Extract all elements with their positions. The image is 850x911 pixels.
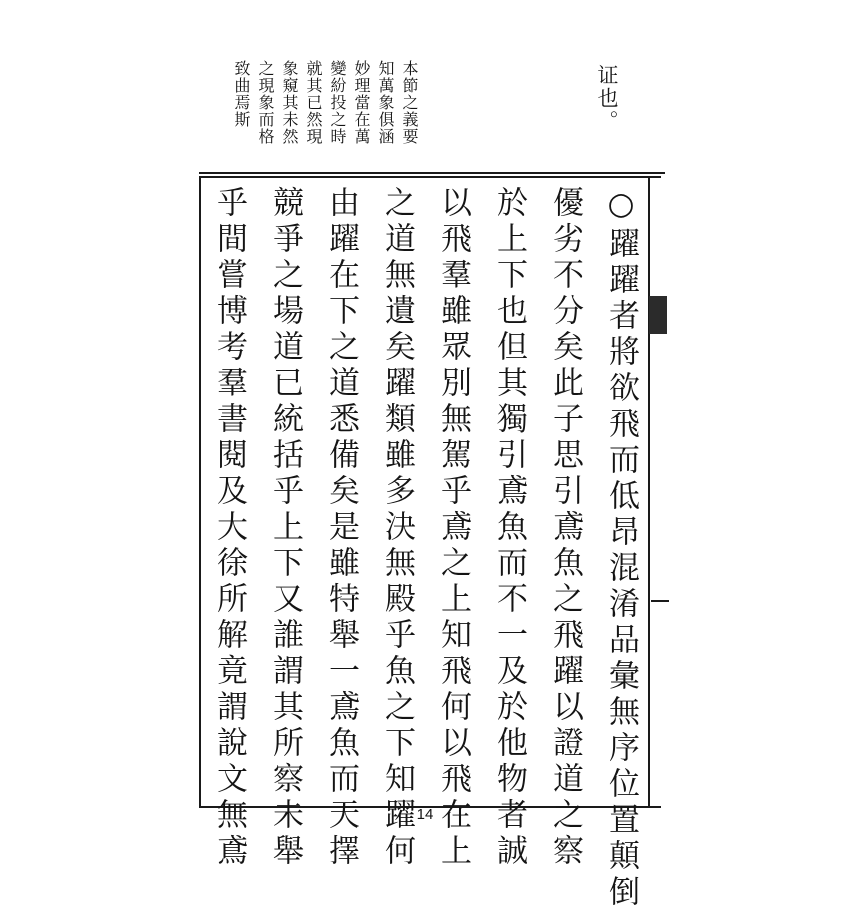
frame-edge-column xyxy=(648,176,668,808)
text-column: 乎間嘗博考羣書閱及大徐所解竟謂說文無鳶 xyxy=(211,186,247,870)
headnote xyxy=(198,60,420,170)
text-column: 競爭之場道已統括乎上下又誰謂其所察未舉 xyxy=(267,186,303,870)
headnote-line: 就其已然現 xyxy=(304,60,323,145)
text-column: 於上下也但其獨引鳶魚而不一及於他物者誠 xyxy=(491,186,527,870)
headnote-line: 致曲焉斯 xyxy=(232,60,251,128)
text-column: ○躍躍者將欲飛而低昂混淆品彙無序位置顛倒 xyxy=(603,186,639,911)
text-column: 優劣不分矣此子思引鳶魚之飛躍以證道之察 xyxy=(547,186,583,870)
continued-text: 证也。 xyxy=(595,64,619,133)
edge-rule xyxy=(651,600,669,602)
text-column: 以飛羣雖眾別無駕乎鳶之上知飛何以飛在上 xyxy=(435,186,471,870)
headnote-line: 知萬象俱涵 xyxy=(376,60,395,145)
headnote-line: 妙理當在萬 xyxy=(352,60,371,145)
headnote-line: 之現象而格 xyxy=(256,60,275,145)
headnote-line: 變紛投之時 xyxy=(328,60,347,145)
text-column: 由躍在下之道悉備矣是雖特舉一鳶魚而天擇 xyxy=(323,186,359,870)
headnote-line: 本節之義要 xyxy=(400,60,419,145)
headnote-line: 象窺其未然 xyxy=(280,60,299,145)
frame-top-rule xyxy=(199,172,665,174)
text-column: 之道無遺矣躍類雖多決無殿乎魚之下知躍何 xyxy=(379,186,415,870)
edge-mark xyxy=(649,296,667,334)
page-number: 14 xyxy=(416,806,434,823)
